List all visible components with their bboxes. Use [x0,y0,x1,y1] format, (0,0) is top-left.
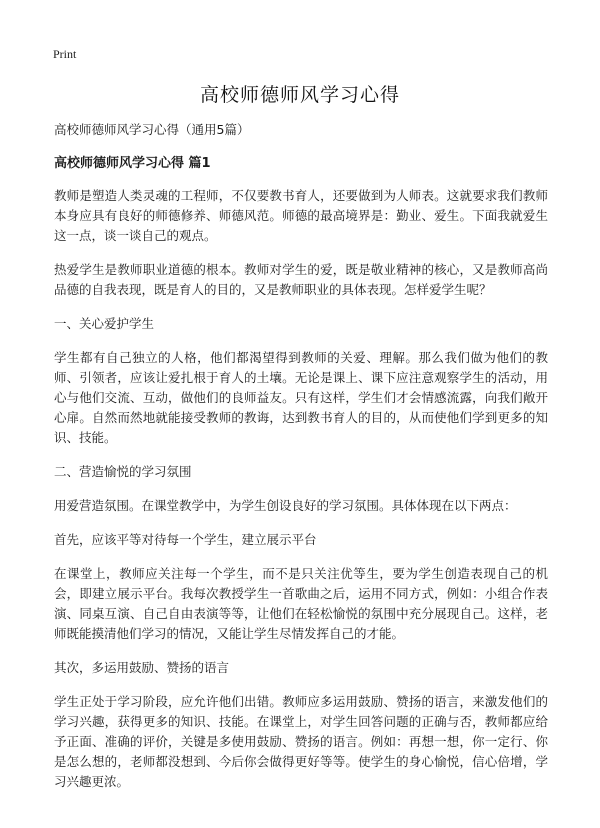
document-subtitle: 高校师德师风学习心得（通用5篇） [54,122,250,137]
paragraph-love-students: 热爱学生是教师职业道德的根本。教师对学生的爱，既是敬业精神的核心，又是教师高尚品德的自我表现，既是育人的目的，又是教师职业的具体表现。怎样爱学生呢？ [54,262,548,297]
section-heading-first: 首先，应该平等对待每一个学生，建立展示平台 [54,532,317,547]
document-body [54,120,548,806]
print-label: Print [53,47,77,61]
section-heading-atmosphere: 二、营造愉悦的学习氛围 [54,464,192,479]
section-heading-second: 其次，多运用鼓励、赞扬的语言 [54,660,230,675]
section-heading-care: 一、关心爱护学生 [54,316,155,331]
paragraph-first: 在课堂上，教师应关注每一个学生，而不是只关注优等生，要为学生创造表现自己的机会，即建立展示平台。我每次教授学生一首歌曲之后，运用不同方式，例如：小组合作表演、同桌互演、自己自由表演等等，让他们在轻松愉悦的氛围中充分展现自己。这样，老师既能摸清他们学习的情况，又能让学生尽情发挥自己的才能。 [54,566,548,641]
chapter-heading: 高校师德师风学习心得 篇1 [54,156,211,171]
paragraph-atmosphere: 用爱营造氛围。在课堂教学中，为学生创设良好的学习氛围。具体体现在以下两点： [54,498,517,513]
paragraph-care: 学生都有自己独立的人格，他们都渴望得到教师的关爱、理解。那么我们做为他们的教师、引领者，应该让爱扎根于育人的土壤。无论是课上、课下应注意观察学生的活动，用心与他们交流、互动，做他们的良师益友。只有这样，学生们才会情感流露，向我们敞开心扉。自然而然地就能接受教师的教诲，达到教书育人的目的，从而使他们学到更多的知识、技能。 [54,350,548,445]
paragraph-intro: 教师是塑造人类灵魂的工程师，不仅要教书育人，还要做到为人师表。这就要求我们教师本身应具有良好的师德修养、师德风范。师德的最高境界是：勤业、爱生。下面我就爱生这一点，谈一谈自己的观点。 [54,188,548,243]
paragraph-second: 学生正处于学习阶段，应允许他们出错。教师应多运用鼓励、赞扬的语言，来激发他们的学习兴趣，获得更多的知识、技能。在课堂上，对学生回答问题的正确与否，教师都应给予正面、准确的评价，关键是多使用鼓励、赞扬的语言。例如：再想一想，你一定行、你是怎么想的，老师都没想到、今后你会做得更好等等。使学生的身心愉悦，信心倍增，学习兴趣更浓。 [54,694,548,789]
page-title: 高校师德师风学习心得 [199,84,400,106]
